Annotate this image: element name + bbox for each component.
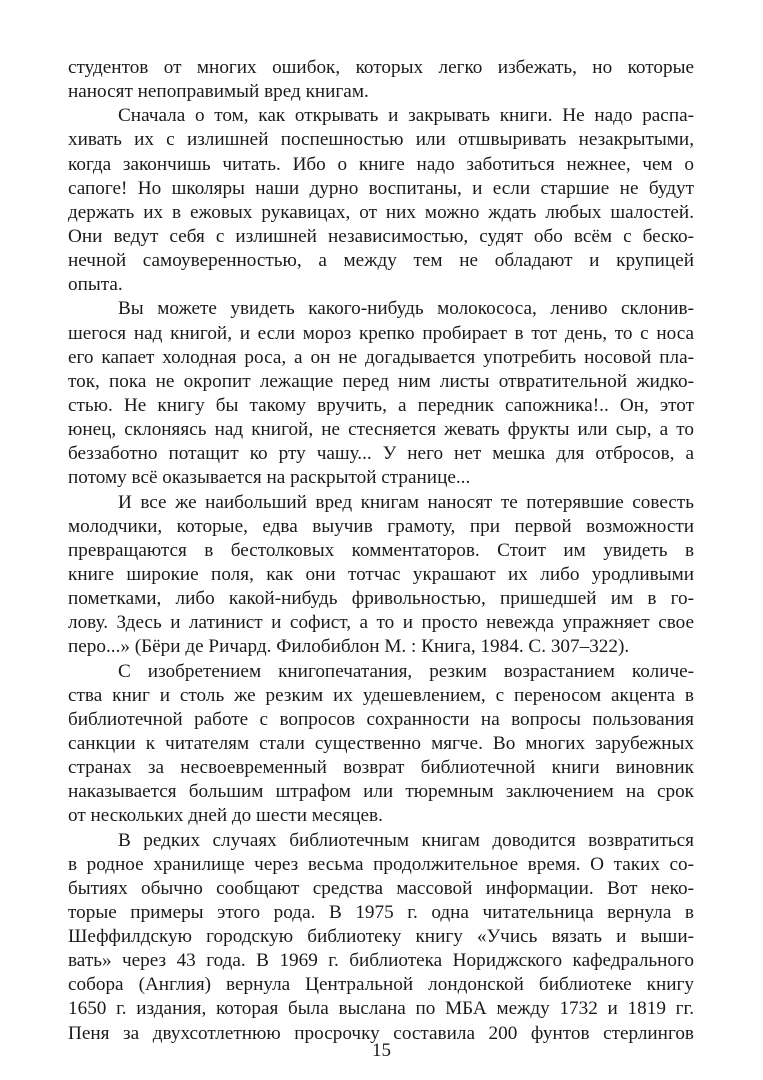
text-line: наказывается большим штрафом или тюремным заключением на срок bbox=[68, 781, 694, 803]
text-line: молодчики, которые, едва выучив грамоту, при первой возможности bbox=[68, 515, 694, 537]
text-line: Вы можете увидеть какого-нибудь молокососа, лениво склонив- bbox=[118, 298, 694, 320]
text-line: библиотечной работе с вопросов сохранности на вопросы пользования bbox=[68, 708, 694, 730]
text-line: вать» через 43 года. В 1969 г. библиотека Нориджского кафедрального bbox=[68, 950, 694, 972]
text-line: его капает холодная роса, а он не догадывается употребить носовой пла- bbox=[68, 346, 694, 368]
paragraph bbox=[68, 660, 694, 829]
paragraph bbox=[68, 104, 694, 297]
text-line: лову. Здесь и латинист и софист, а то и просто невежда упражняет свое bbox=[68, 612, 694, 634]
text-line: 1650 г. издания, которая была выслана по МБА между 1732 и 1819 гг. bbox=[68, 998, 694, 1020]
text-line: юнец, склоняясь над книгой, не стесняется жевать фрукты или сыр, а то bbox=[68, 419, 694, 441]
text-line: студентов от многих ошибок, которых легко избежать, но которые bbox=[68, 57, 694, 78]
text-line: шегося над книгой, и если мороз крепко пробирает в тот день, то с носа bbox=[68, 322, 694, 344]
text-line: Они ведут себя с излишней независимостью, судят обо всём с беско- bbox=[68, 225, 694, 247]
text-line: санкции к читателям стали существенно мягче. Во многих зарубежных bbox=[68, 732, 694, 754]
text-line: беззаботно потащит ко рту чашу... У него нет мешка для отбросов, а bbox=[68, 443, 694, 465]
text-line: Пеня за двухсотлетнюю просрочку составила 200 фунтов стерлингов bbox=[68, 1022, 694, 1044]
paragraph bbox=[68, 297, 694, 490]
text-line: от нескольких дней до шести месяцев. bbox=[68, 805, 383, 827]
text-line: перо...» (Бёри де Ричард. Филобиблон М. : Книга, 1984. С. 307–322). bbox=[68, 636, 630, 658]
text-line: в родное хранилище через весьма продолжительное время. О таких со- bbox=[68, 853, 694, 875]
paragraph bbox=[68, 56, 694, 104]
text-line: держать их в ежовых рукавицах, от них можно ждать любых шалостей. bbox=[68, 201, 694, 223]
text-line: наносят непоправимый вред книгам. bbox=[68, 81, 369, 103]
text-line: бытиях обычно сообщают средства массовой информации. Вот неко- bbox=[68, 877, 694, 899]
text-line: В редких случаях библиотечным книгам доводится возвратиться bbox=[118, 829, 694, 851]
text-line: Шеффилдскую городскую библиотеку книгу «Учись вязать и выши- bbox=[68, 926, 694, 948]
text-line: ток, пока не окропит лежащие перед ним листы отвратительной жидко- bbox=[68, 370, 694, 392]
text-line: пометками, либо какой-нибудь фривольностью, пришедшей им в го- bbox=[68, 588, 694, 610]
text-line: книге широкие поля, как они тотчас украшают их либо уродливыми bbox=[68, 563, 694, 585]
text-line: Сначала о том, как открывать и закрывать книги. Не надо распа- bbox=[118, 105, 694, 127]
text-line: потому всё оказывается на раскрытой странице... bbox=[68, 467, 471, 489]
text-line: стью. Не книгу бы такому вручить, а передник сапожника!.. Он, этот bbox=[68, 394, 694, 416]
text-line: нечной самоуверенностью, а между тем не обладают и крупицей bbox=[68, 250, 694, 272]
paragraph bbox=[68, 491, 694, 660]
text-line: когда закончишь читать. Ибо о книге надо заботиться нежнее, чем о bbox=[68, 153, 694, 175]
text-line: превращаются в бестолковых комментаторов. Стоит им увидеть в bbox=[68, 539, 694, 561]
text-line: торые примеры этого рода. В 1975 г. одна читательница вернула в bbox=[68, 901, 694, 923]
text-line: С изобретением книгопечатания, резким возрастанием количе- bbox=[118, 660, 694, 682]
text-line: И все же наибольший вред книгам наносят те потерявшие совесть bbox=[118, 491, 694, 513]
page-number: 15 bbox=[372, 1040, 391, 1061]
text-line: опыта. bbox=[68, 274, 123, 296]
text-line: ства книг и столь же резким их удешевлением, с переносом акцента в bbox=[68, 684, 694, 706]
text-line: сапоге! Но школяры наши дурно воспитаны, и если старшие не будут bbox=[68, 177, 694, 199]
page-body-text bbox=[68, 56, 694, 1046]
text-line: собора (Англия) вернула Центральной лондонской библиотеке книгу bbox=[68, 974, 694, 996]
text-line: странах за несвоевременный возврат библиотечной книги виновник bbox=[68, 757, 694, 779]
text-line: хивать их с излишней поспешностью или отшвыривать незакрытыми, bbox=[68, 129, 694, 151]
paragraph bbox=[68, 829, 694, 1046]
